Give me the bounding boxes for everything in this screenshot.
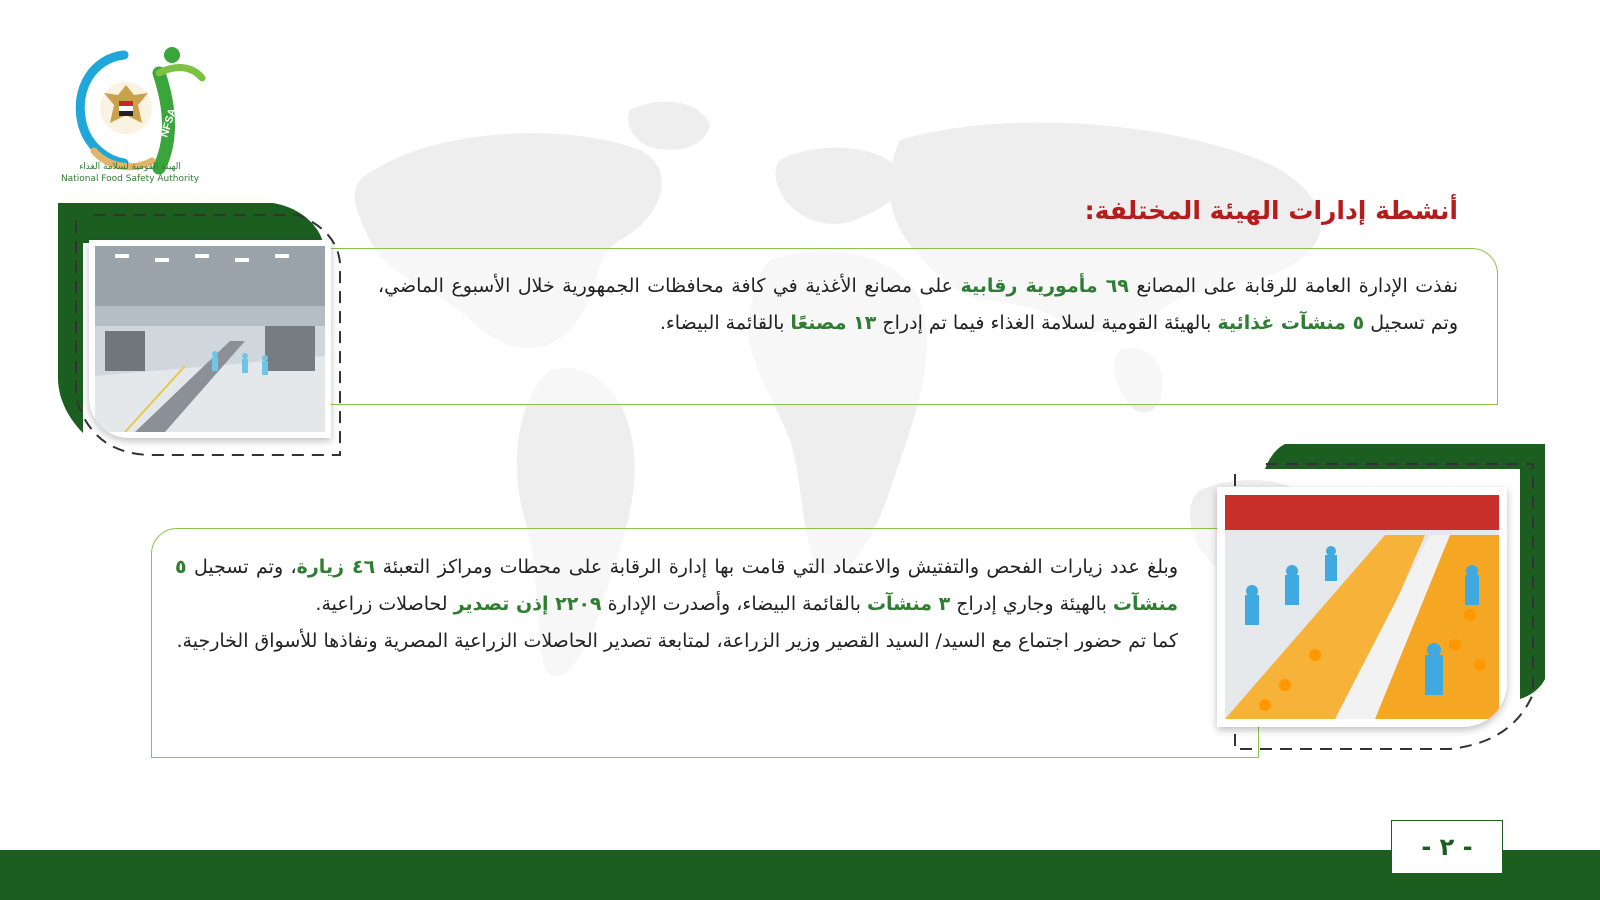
oranges-packing-photo [1217,487,1507,727]
logo-name-arabic: الهيئة القومية لسلامة الغذاء [79,162,181,172]
s2-highlight-listing: ٣ منشآت [866,593,951,615]
s2-highlight-visits: ٤٦ زيارة [296,556,376,578]
s1-highlight-factories: ١٣ مصنعًا [790,312,877,334]
eagle-emblem-icon [100,82,152,134]
footer-bar [0,850,1600,900]
s2-text-4: بالقائمة البيضاء، وأصدرت الإدارة [601,593,867,615]
s2-highlight-export-permits: ٢٢٠٩ إذن تصدير [453,593,602,615]
nfsa-logo-icon [64,28,214,198]
s1-highlight-missions: ٦٩ مأمورية رقابية [960,275,1129,297]
s2-highlight-registered: ٥ منشآت [175,556,1178,615]
s2-text-3: بالهيئة وجاري إدراج [950,593,1113,615]
s1-text-4: بالقائمة البيضاء. [659,312,791,334]
s2-text-5: لحاصلات زراعية. [315,593,454,615]
page-number: - ٢ - [1391,820,1503,874]
logo-emblem-text: NFSA [158,106,180,139]
page-title: أنشطة إدارات الهيئة المختلفة: [1084,196,1458,225]
factory-photo [89,240,331,438]
s1-highlight-facilities: ٥ منشآت غذائية [1217,312,1365,334]
s1-text-2: على مصانع الأغذية في كافة محافظات الجمهورية خلال الأسبوع الماضي، وتم تسجيل [378,275,1458,334]
s2-text-2: ، وتم تسجيل [186,556,297,578]
section2-paragraph [175,549,1178,660]
s1-text-1: نفذت الإدارة العامة للرقابة على المصانع [1128,275,1458,297]
s1-text-3: بالهيئة القومية لسلامة الغذاء فيما تم إدراج [876,312,1218,334]
s2-text-1: وبلغ عدد زيارات الفحص والتفتيش والاعتماد التي قامت بها إدارة الرقابة على محطات ومراكز التعبئة [375,556,1179,578]
s2-meeting-paragraph: كما تم حضور اجتماع مع السيد/ السيد القصير وزير الزراعة، لمتابعة تصدير الحاصلات الزراعية المصرية ونفاذها للأسواق الخارجية. [176,630,1178,652]
logo-name-english: National Food Safety Authority [60,174,200,184]
section1-paragraph [378,268,1458,342]
